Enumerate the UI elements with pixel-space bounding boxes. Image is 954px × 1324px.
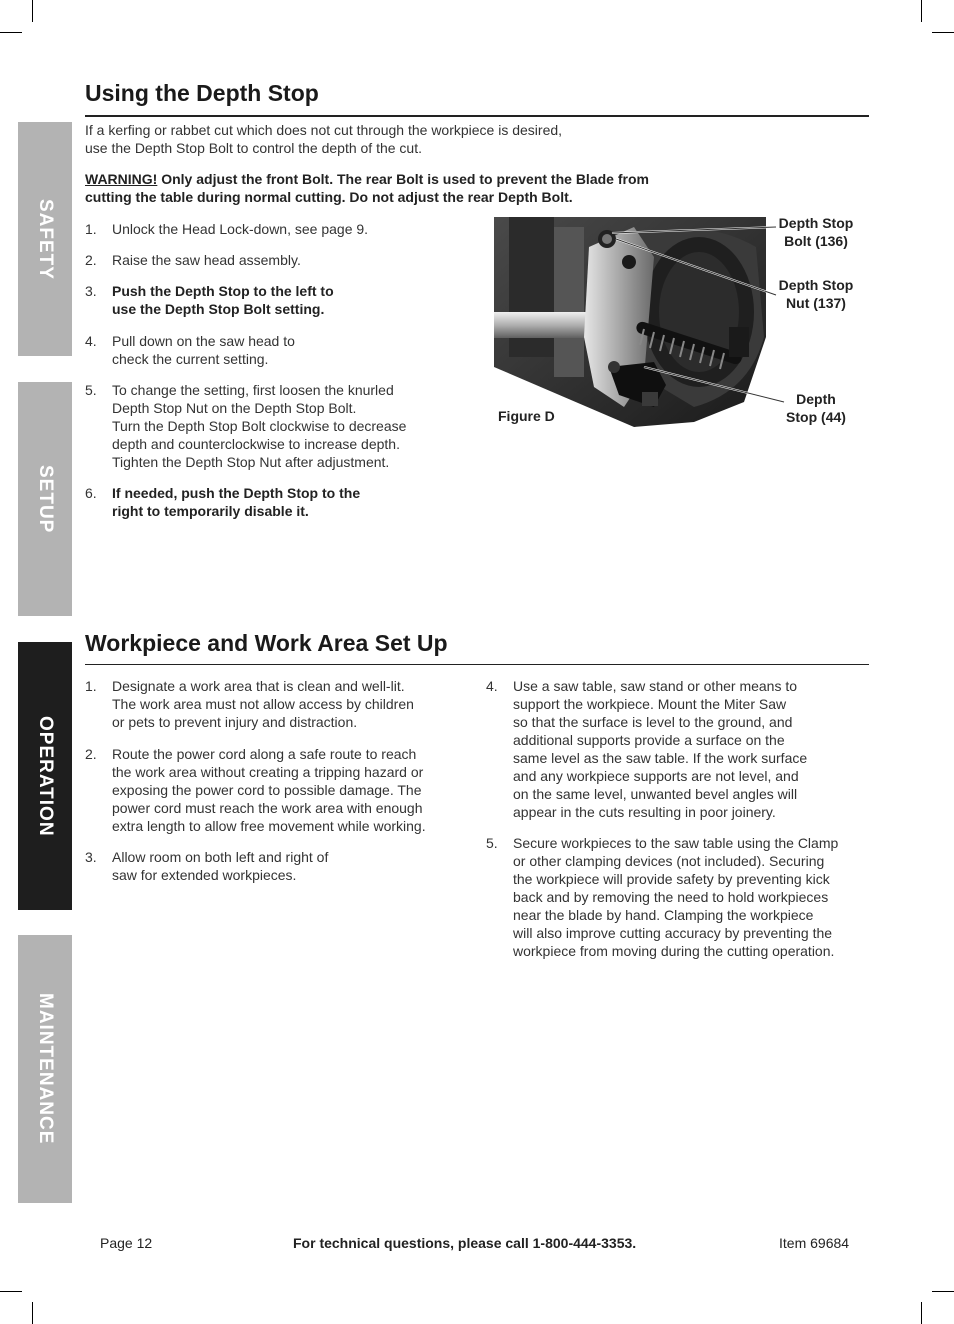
page-number: Page 12 (100, 1235, 153, 1251)
callout-depth-stop: Depth Stop (44) (786, 391, 846, 425)
section-divider (85, 115, 869, 117)
step-text: To change the setting, first loosen the knurled Depth Stop Nut on the Depth Stop Bolt. Turn the Depth Stop Bolt clockwise to decrease depth and counterclockwise to increase depth. Tighten the Depth Stop Nut after adjustment. (112, 382, 407, 470)
warning-paragraph (85, 170, 725, 206)
step-number: 3. (85, 849, 97, 865)
tab-label: SETUP (35, 464, 56, 534)
step-number: 5. (486, 835, 498, 851)
step-number: 5. (85, 382, 97, 398)
step-number: 6. (85, 485, 97, 501)
section-divider (85, 664, 869, 665)
crop-mark (921, 1302, 922, 1324)
crop-mark (921, 0, 922, 22)
step-number: 4. (85, 333, 97, 349)
step-number: 3. (85, 283, 97, 299)
step-text: Push the Depth Stop to the left to use the Depth Stop Bolt setting. (112, 283, 334, 317)
step-text: Pull down on the saw head to check the current setting. (112, 333, 295, 367)
crop-mark (32, 1302, 33, 1324)
step-number: 4. (486, 678, 498, 694)
tab-label: SAFETY (35, 198, 56, 280)
step-number: 1. (85, 678, 97, 694)
intro-paragraph: If a kerfing or rabbet cut which does not cut through the workpiece is desired, use the Depth Stop Bolt to control the depth of the cut. (85, 122, 563, 156)
figure-caption: Figure D (498, 408, 555, 424)
warning-label: WARNING! (85, 171, 158, 187)
tab-label: OPERATION (35, 715, 56, 837)
crop-mark (32, 0, 33, 22)
tab-safety[interactable] (18, 122, 72, 356)
tab-label: MAINTENANCE (35, 993, 56, 1145)
figure-d (494, 217, 866, 427)
step-text: Secure workpieces to the saw table using the Clamp or other clamping devices (not included). Securing the workpiece will provide safety by preventing kick back and by removing the need to hold workpieces near the blade by hand. Clamping the workpiece will also improve cutting accuracy by preventing the workpiece from moving during the cutting operation. (513, 835, 839, 959)
item-number: Item 69684 (779, 1235, 850, 1251)
tab-setup[interactable] (18, 382, 72, 616)
tab-maintenance[interactable] (18, 935, 72, 1203)
step-text: Unlock the Head Lock-down, see page 9. (112, 221, 369, 237)
crop-mark (0, 1291, 22, 1292)
tab-operation[interactable] (18, 642, 72, 910)
step-number: 1. (85, 221, 97, 237)
step-text: If needed, push the Depth Stop to the right to temporarily disable it. (112, 485, 361, 519)
warning-text: Only adjust the front Bolt. The rear Bolt is used to prevent the Blade from cutting the table during normal cutting. Do not adjust the rear Depth Bolt. (85, 171, 649, 205)
step-text: Use a saw table, saw stand or other means to support the workpiece. Mount the Miter Saw so that the surface is level to the ground, and additional supports provide a surface on the same level as the saw table. If the work surface and any workpiece supports are not level, and on the same level, unwanted bevel angles will appear in the cuts resulting in poor joinery. (513, 678, 808, 820)
section-title-work-area: Workpiece and Work Area Set Up (85, 630, 448, 656)
step-number: 2. (85, 252, 97, 268)
crop-mark (0, 32, 22, 33)
step-number: 2. (85, 746, 97, 762)
tech-support-line: For technical questions, please call 1-800-444-3353. (293, 1235, 637, 1251)
crop-mark (932, 1291, 954, 1292)
callout-depth-stop-nut: Depth Stop Nut (137) (778, 277, 854, 311)
step-text: Designate a work area that is clean and well-lit. The work area must not allow access by children or pets to prevent injury and distraction. (112, 678, 414, 730)
step-text: Route the power cord along a safe route to reach the work area without creating a tripping hazard or exposing the power cord to possible damage. The power cord must reach the work area with enough extra length to allow free movement while working. (112, 746, 426, 834)
crop-mark (932, 32, 954, 33)
step-text: Allow room on both left and right of saw for extended workpieces. (112, 849, 329, 883)
step-text: Raise the saw head assembly. (112, 252, 301, 268)
callout-depth-stop-bolt: Depth Stop Bolt (136) (778, 215, 854, 249)
section-title-depth-stop: Using the Depth Stop (85, 80, 319, 106)
